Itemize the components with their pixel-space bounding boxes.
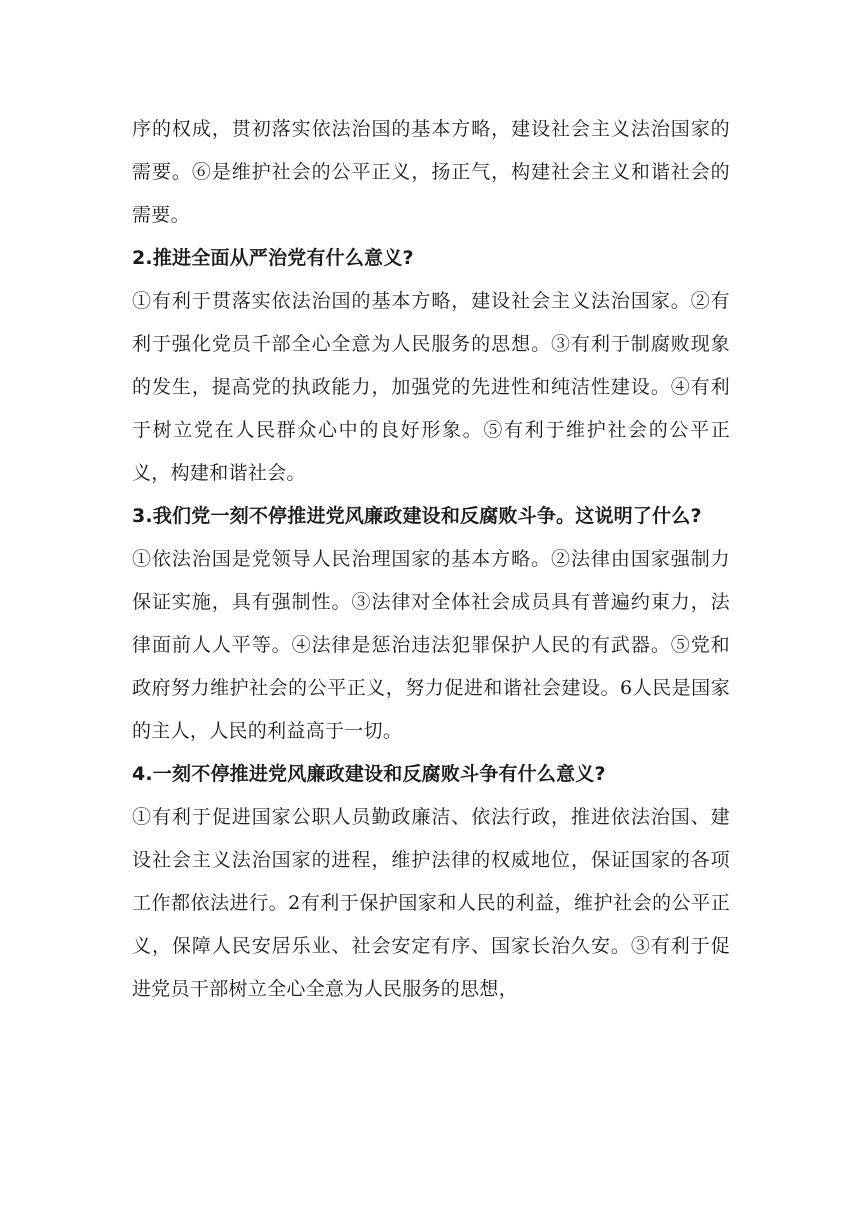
- paragraph-continuation: 序的权成，贯初落实依法治国的基本方略，建设社会主义法治国家的需要。⑥是维护社会的公平正义，扬正气，构建社会主义和谐社会的需要。: [132, 118, 730, 226]
- answer-paragraph-4: ①有利于促进国家公职人员勤政廉洁、依法行政，推进依法治国、建设社会主义法治国家的进程，维护法律的权威地位，保证国家的各项工作都依法进行。2有利于保护国家和人民的利益，维护社会的公平正义，保障人民安居乐业、社会安定有序、国家长治久安。③有利于促进党员干部树立全心全意为人民服务的思想，: [132, 806, 730, 1000]
- question-heading-2: 2.推进全面从严治党有什么意义?: [132, 247, 414, 269]
- question-heading-3: 3.我们党一刻不停推进党风廉政建设和反腐败斗争。这说明了什么?: [132, 505, 702, 527]
- answer-paragraph-3: ①依法治国是党领导人民治理国家的基本方略。②法律由国家强制力保证实施，具有强制性。③法律对全体社会成员具有普遍约東力，法律面前人人平等。④法律是惩治违法犯罪保护人民的有武器。⑤党和政府努力维护社会的公平正义，努力促进和谐社会建设。6人民是国家的主人，人民的利益高于一切。: [132, 548, 730, 742]
- question-heading-4: 4.一刻不停推进党风廉政建设和反腐败斗争有什么意义?: [132, 763, 606, 785]
- answer-paragraph-2: ①有利于贯落实依法治国的基本方略，建设社会主义法治国家。②有利于强化党员千部全心全意为人民服务的思想。③有利于制腐败现象的发生，提高党的执政能力，加强党的先进性和纯洁性建设。④有利于树立党在人民群众心中的良好形象。⑤有利于维护社会的公平正义，构建和谐社会。: [132, 290, 730, 484]
